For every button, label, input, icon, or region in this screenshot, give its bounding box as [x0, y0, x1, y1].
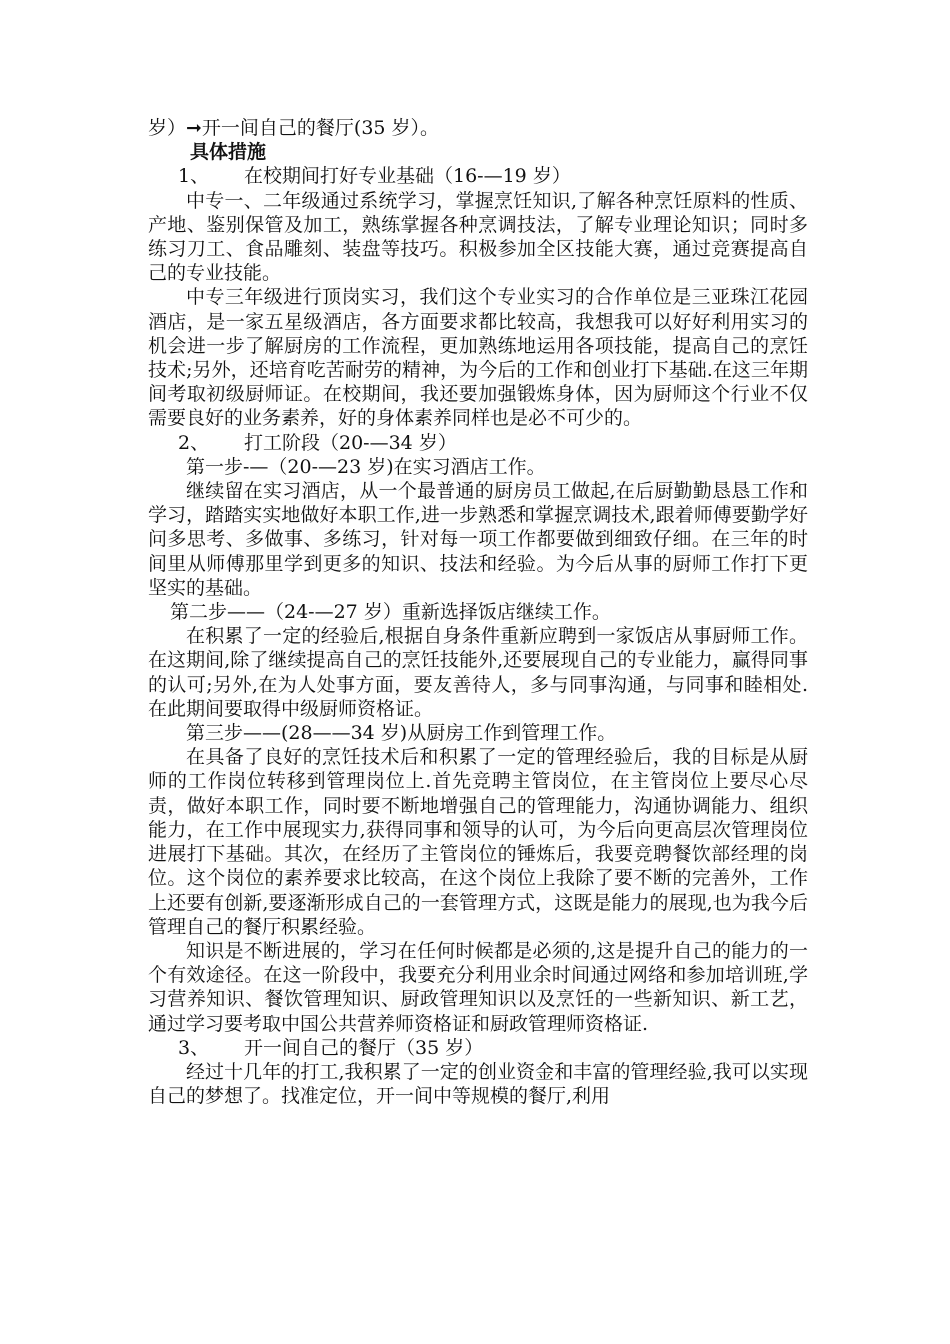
step-3-title: 第三步——(28——34 岁)从厨房工作到管理工作。	[186, 722, 617, 745]
step-2-title: 第二步——（24-—27 岁）重新选择饭店继续工作。	[170, 601, 611, 624]
subsection-3-number: 3、	[178, 1036, 210, 1059]
subsection-1-title: 在校期间打好专业基础（16-—19 岁）	[244, 165, 571, 188]
section-heading: 具体措施	[190, 141, 267, 164]
document-body	[148, 116, 808, 1108]
paragraph-learning: 知识是不断进展的，学习在任何时候都是必须的,这是提升自己的能力的一个有效途径。在这一阶段中，我要充分利用业余时间通过网络和参加培训班,学习营养知识、餐饮管理知识、厨政管理知识以及烹饪的一些新知识、新工艺，通过学习要考取中国公共营养师资格证和厨政管理师资格证.	[148, 939, 808, 1035]
paragraph-own-restaurant: 经过十几年的打工,我积累了一定的创业资金和丰富的管理经验,我可以实现自己的梦想了。找准定位，开一间中等规模的餐厅,利用	[148, 1060, 808, 1108]
subsection-1	[148, 164, 808, 188]
subsection-3-title: 开一间自己的餐厅（35 岁）	[244, 1036, 484, 1059]
paragraph-school-study: 中专一、二年级通过系统学习，掌握烹饪知识,了解各种烹饪原料的性质、产地、鉴别保管及加工，熟练掌握各种烹调技法，了解专业理论知识；同时多练习刀工、食品雕刻、装盘等技巧。积极参加全区技能大赛，通过竞赛提高自己的专业技能。	[148, 189, 808, 285]
step-1-title: 第一步-—（20-—23 岁)在实习酒店工作。	[186, 455, 546, 478]
paragraph-goal-summary: 岁）➞开一间自己的餐厅(35 岁）。	[148, 117, 440, 139]
subsection-2	[148, 431, 808, 455]
paragraph-internship: 中专三年级进行顶岗实习，我们这个专业实习的合作单位是三亚珠江花园酒店，是一家五星级酒店，各方面要求都比较高，我想我可以好好利用实习的机会进一步了解厨房的工作流程，更加熟练地运用各项技能，提高自己的烹饪技术;另外，还培育吃苦耐劳的精神，为今后的工作和创业打下基础.在这三年期间考取初级厨师证。在校期间，我还要加强锻炼身体，因为厨师这个行业不仅需要良好的业务素养，好的身体素养同样也是必不可少的。	[148, 286, 808, 430]
paragraph-step-3: 在具备了良好的烹饪技术后和积累了一定的管理经验后，我的目标是从厨师的工作岗位转移到管理岗位上.首先竞聘主管岗位，在主管岗位上要尽心尽责，做好本职工作，同时要不断地增强自己的管理能力，沟通协调能力、组织能力，在工作中展现实力,获得同事和领导的认可，为今后向更高层次管理岗位进展打下基础。其次，在经历了主管岗位的锤炼后，我要竞聘餐饮部经理的岗位。这个岗位的素养要求比较高，在这个岗位上我除了要不断的完善外，工作上还要有创新,要逐渐形成自己的一套管理方式，这既是能力的展现,也为我今后管理自己的餐厅积累经验。	[148, 746, 808, 938]
subsection-3	[148, 1036, 808, 1060]
paragraph-step-2: 在积累了一定的经验后,根据自身条件重新应聘到一家饭店从事厨师工作。在这期间,除了继续提高自己的烹饪技能外,还要展现自己的专业能力，赢得同事的认可;另外,在为人处事方面，要友善待人，多与同事沟通，与同事和睦相处.在此期间要取得中级厨师资格证。	[148, 625, 808, 720]
paragraph-step-1: 继续留在实习酒店，从一个最普通的厨房员工做起,在后厨勤勤恳恳工作和学习，踏踏实实地做好本职工作,进一步熟悉和掌握烹调技术,跟着师傅要勤学好问多思考、多做事、多练习，针对每一项工作都要做到细致仔细。在三年的时间里从师傅那里学到更多的知识、技法和经验。为今后从事的厨师工作打下更坚实的基础。	[148, 480, 808, 599]
subsection-2-number: 2、	[178, 431, 210, 454]
subsection-2-title: 打工阶段（20-—34 岁）	[244, 431, 457, 454]
subsection-1-number: 1、	[178, 165, 210, 188]
